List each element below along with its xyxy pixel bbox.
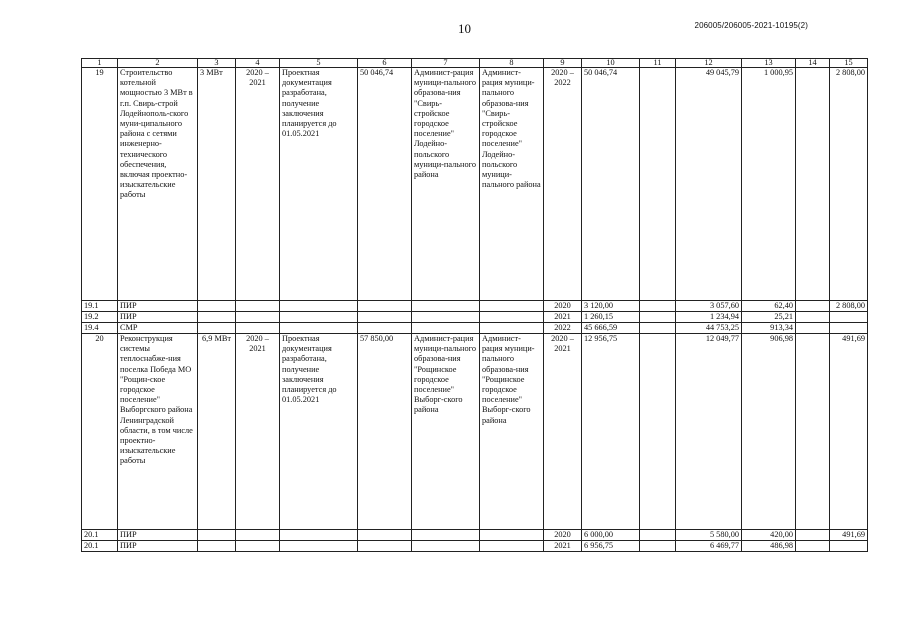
object-name: Реконструкция системы теплоснабже-ния поселка Победа МО "Рощин-ское городское поселение" Выборгского района Ленинградской области, в том числе проектно-изыскательские работы — [118, 334, 198, 530]
amount-regional: 1 234,94 — [676, 312, 742, 323]
amount-col-15 — [830, 312, 868, 323]
amount-col-15: 491,69 — [830, 334, 868, 530]
col-header: 9 — [544, 59, 582, 68]
period: 2020 – 2021 — [236, 334, 280, 530]
amount-total: 1 260,15 — [582, 312, 640, 323]
amount-local: 913,34 — [742, 323, 796, 334]
object-name: ПИР — [118, 301, 198, 312]
row-number: 20 — [82, 334, 118, 530]
investment-table — [81, 58, 868, 552]
amount-col-15: 2 808,00 — [830, 301, 868, 312]
amount-regional: 44 753,25 — [676, 323, 742, 334]
table-row — [82, 530, 868, 541]
object-name: ПИР — [118, 530, 198, 541]
row-number: 19.1 — [82, 301, 118, 312]
col-header: 4 — [236, 59, 280, 68]
amount-local: 420,00 — [742, 530, 796, 541]
table-row — [82, 301, 868, 312]
developer: Админист-рация муници-пального образова-ния "Рощинское городское поселение" Выборг-ского района — [480, 334, 544, 530]
years: 2021 — [544, 541, 582, 552]
customer: Админист-рация муници-пального образова-ния "Рощинское городское поселение" Выборг-ского района — [412, 334, 480, 530]
cell-14 — [796, 334, 830, 530]
object-name: СМР — [118, 323, 198, 334]
capacity: 6,9 МВт — [198, 334, 236, 530]
table-row — [82, 312, 868, 323]
capacity: 3 МВт — [198, 68, 236, 301]
amount-total: 6 956,75 — [582, 541, 640, 552]
total-cost: 50 046,74 — [358, 68, 412, 301]
amount-total: 50 046,74 — [582, 68, 640, 301]
object-name: ПИР — [118, 312, 198, 323]
developer: Админист-рация муници-пального образова-ния "Свирь-стройское городское поселение" Лодейно-польского муници-пального района — [480, 68, 544, 301]
amount-col-15 — [830, 323, 868, 334]
years: 2020 — [544, 530, 582, 541]
cell-14 — [796, 68, 830, 301]
amount-regional: 5 580,00 — [676, 530, 742, 541]
amount-col-15 — [830, 541, 868, 552]
col-header: 7 — [412, 59, 480, 68]
col-header: 2 — [118, 59, 198, 68]
documentation-status: Проектная документация разработана, получение заключения планируется до 01.05.2021 — [280, 68, 358, 301]
header-row — [82, 59, 868, 68]
object-name: ПИР — [118, 541, 198, 552]
object-name: Строительство котельной мощностью 3 МВт в г.п. Свирь-строй Лодейнополь-ского муни-ципального района с сетями инженерно-технического обеспечения, включая проектно-изыскательские работы — [118, 68, 198, 301]
col-header: 15 — [830, 59, 868, 68]
row-number: 19.4 — [82, 323, 118, 334]
col-header: 8 — [480, 59, 544, 68]
table-row — [82, 541, 868, 552]
row-number: 19.2 — [82, 312, 118, 323]
table-row — [82, 68, 868, 301]
col-header: 1 — [82, 59, 118, 68]
col-header: 5 — [280, 59, 358, 68]
col-header: 3 — [198, 59, 236, 68]
amount-regional: 3 057,60 — [676, 301, 742, 312]
customer: Админист-рация муници-пального образова-ния "Свирь-стройское городское поселение" Лодейно-польского муници-пального района — [412, 68, 480, 301]
amount-col-15: 2 808,00 — [830, 68, 868, 301]
col-header: 12 — [676, 59, 742, 68]
table-row — [82, 334, 868, 530]
amount-total: 3 120,00 — [582, 301, 640, 312]
amount-local: 25,21 — [742, 312, 796, 323]
amount-total: 45 666,59 — [582, 323, 640, 334]
amount-regional: 6 469,77 — [676, 541, 742, 552]
years: 2020 – 2021 — [544, 334, 582, 530]
col-header: 14 — [796, 59, 830, 68]
cell-11 — [640, 68, 676, 301]
amount-total: 6 000,00 — [582, 530, 640, 541]
years: 2022 — [544, 323, 582, 334]
col-header: 11 — [640, 59, 676, 68]
documentation-status: Проектная документация разработана, получение заключения планируется до 01.05.2021 — [280, 334, 358, 530]
amount-col-15: 491,69 — [830, 530, 868, 541]
years: 2021 — [544, 312, 582, 323]
amount-local: 1 000,95 — [742, 68, 796, 301]
cell-11 — [640, 334, 676, 530]
document-code: 206005/206005-2021-10195(2) — [694, 21, 808, 30]
amount-local: 62,40 — [742, 301, 796, 312]
row-number: 20.1 — [82, 541, 118, 552]
amount-total: 12 956,75 — [582, 334, 640, 530]
total-cost: 57 850,00 — [358, 334, 412, 530]
years: 2020 — [544, 301, 582, 312]
amount-local: 906,98 — [742, 334, 796, 530]
row-number: 20.1 — [82, 530, 118, 541]
amount-local: 486,98 — [742, 541, 796, 552]
table-row — [82, 323, 868, 334]
period: 2020 – 2021 — [236, 68, 280, 301]
amount-regional: 49 045,79 — [676, 68, 742, 301]
page-number: 10 — [458, 21, 471, 36]
col-header: 10 — [582, 59, 640, 68]
col-header: 6 — [358, 59, 412, 68]
years: 2020 – 2022 — [544, 68, 582, 301]
amount-regional: 12 049,77 — [676, 334, 742, 530]
col-header: 13 — [742, 59, 796, 68]
row-number: 19 — [82, 68, 118, 301]
